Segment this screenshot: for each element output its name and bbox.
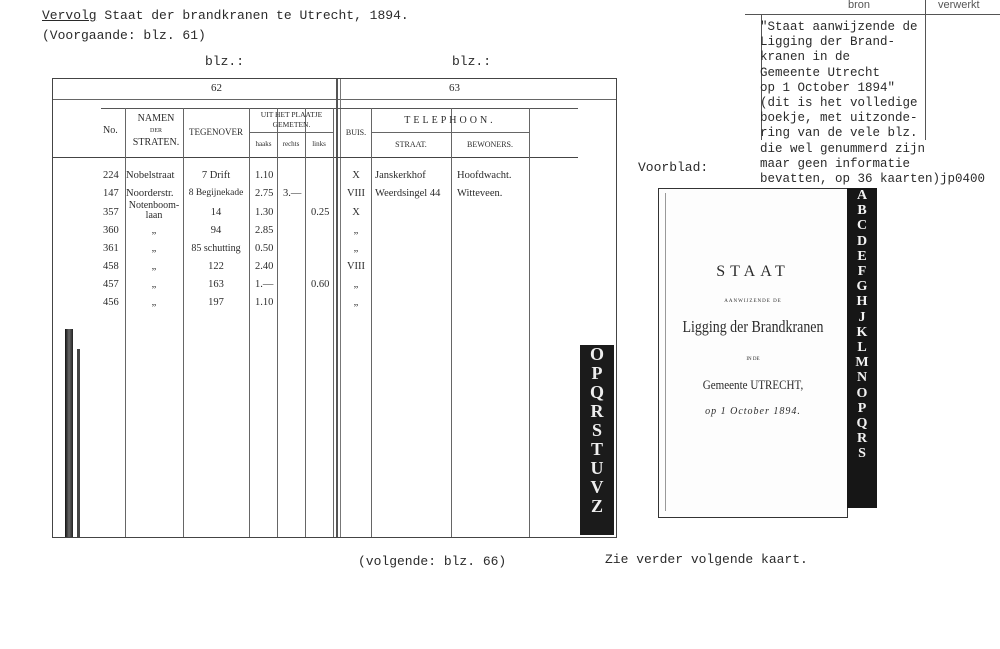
cover-datum: op 1 October 1894.	[705, 406, 801, 417]
header-gemeten: GEMETEN.	[272, 120, 311, 129]
header-straat: STRAAT.	[395, 140, 427, 149]
see-next-card: Zie verder volgende kaart.	[605, 552, 808, 567]
bron-header: bron	[848, 0, 871, 11]
header-telephoon: TELEPHOON.	[404, 115, 496, 126]
cover-gemeente: Gemeente UTRECHT,	[702, 377, 804, 392]
header-namen: NAMEN	[137, 113, 175, 124]
header-tegenover: TEGENOVER	[189, 127, 243, 137]
header-no: No.	[103, 125, 118, 136]
register-tab-strip: O P Q R S T U V Z	[580, 345, 614, 535]
header-haaks: haaks	[255, 140, 272, 148]
register-sheet: 62 63 No. NAMEN DER STRATEN. TEGENOVER UIT HET PLAATJE GEMETEN. haaks rechts links BUIS. TELEPHOON. STRAAT. BEWONERS. 224 Nobelstraat 7 Drift 1.10 X Janskerkhof Hoofdwacht. 147 Noorderstr. 8 Begijnekade 2.75 3.— VIII Weerdsingel 44 Witteveen. 357 Notenboom- laan 14 1.30 0.25 X 360 „ 94 2.85 „ 361 „ 85 schutting 0.50 „ 458 „ 122 2.40 VIII 457 „ 163 1.— 0.60 „ 456 „ 197 1.10 „	[52, 78, 617, 538]
header-der: DER	[150, 128, 162, 134]
header-links: links	[312, 140, 326, 148]
header-buis: BUIS.	[345, 128, 367, 137]
booklet-cover	[658, 188, 848, 518]
header-rechts: rechts	[282, 140, 300, 148]
header-straten: STRATEN.	[132, 137, 180, 148]
cover-in-de: IN DE	[746, 357, 760, 362]
alphabet-index-strip: A B C D E F G H J K L M N O P Q R S	[847, 188, 877, 508]
blz-right-label: blz.:	[452, 54, 492, 69]
blz-left-label: blz.:	[205, 54, 245, 69]
previous-page-ref: (Voorgaande: blz. 61)	[42, 28, 206, 43]
next-page-ref: (volgende: blz. 66)	[358, 554, 507, 569]
page-number-right: 63	[449, 82, 460, 94]
cover-ligging: Ligging der Brandkranen	[682, 317, 824, 336]
source-description: "Staat aanwijzende de Ligging der Brand- kranen in de Gemeente Utrecht op 1 October 1894" (dit is het volledige boekje, met uitzonde- ring van de vele blz. die wel genummerd zijn maar geen informatie bevatten, op 36 kaarten)jp0400	[760, 20, 986, 187]
header-bewoners: BEWONERS.	[467, 140, 513, 149]
voorblad-label: Voorblad:	[638, 160, 709, 175]
vervolg-label: Vervolg	[42, 8, 97, 23]
document-title	[42, 8, 409, 23]
cover-aanwijzende: AANWIJZENDE DE	[724, 299, 782, 304]
cover-staat: STAAT	[716, 263, 790, 280]
title-text: Staat der brandkranen te Utrecht, 1894.	[104, 8, 409, 23]
verwerkt-header: verwerkt	[938, 0, 980, 11]
page-number-left: 62	[211, 82, 222, 94]
header-uit-plaatje: UIT HET PLAATJE	[260, 110, 323, 119]
